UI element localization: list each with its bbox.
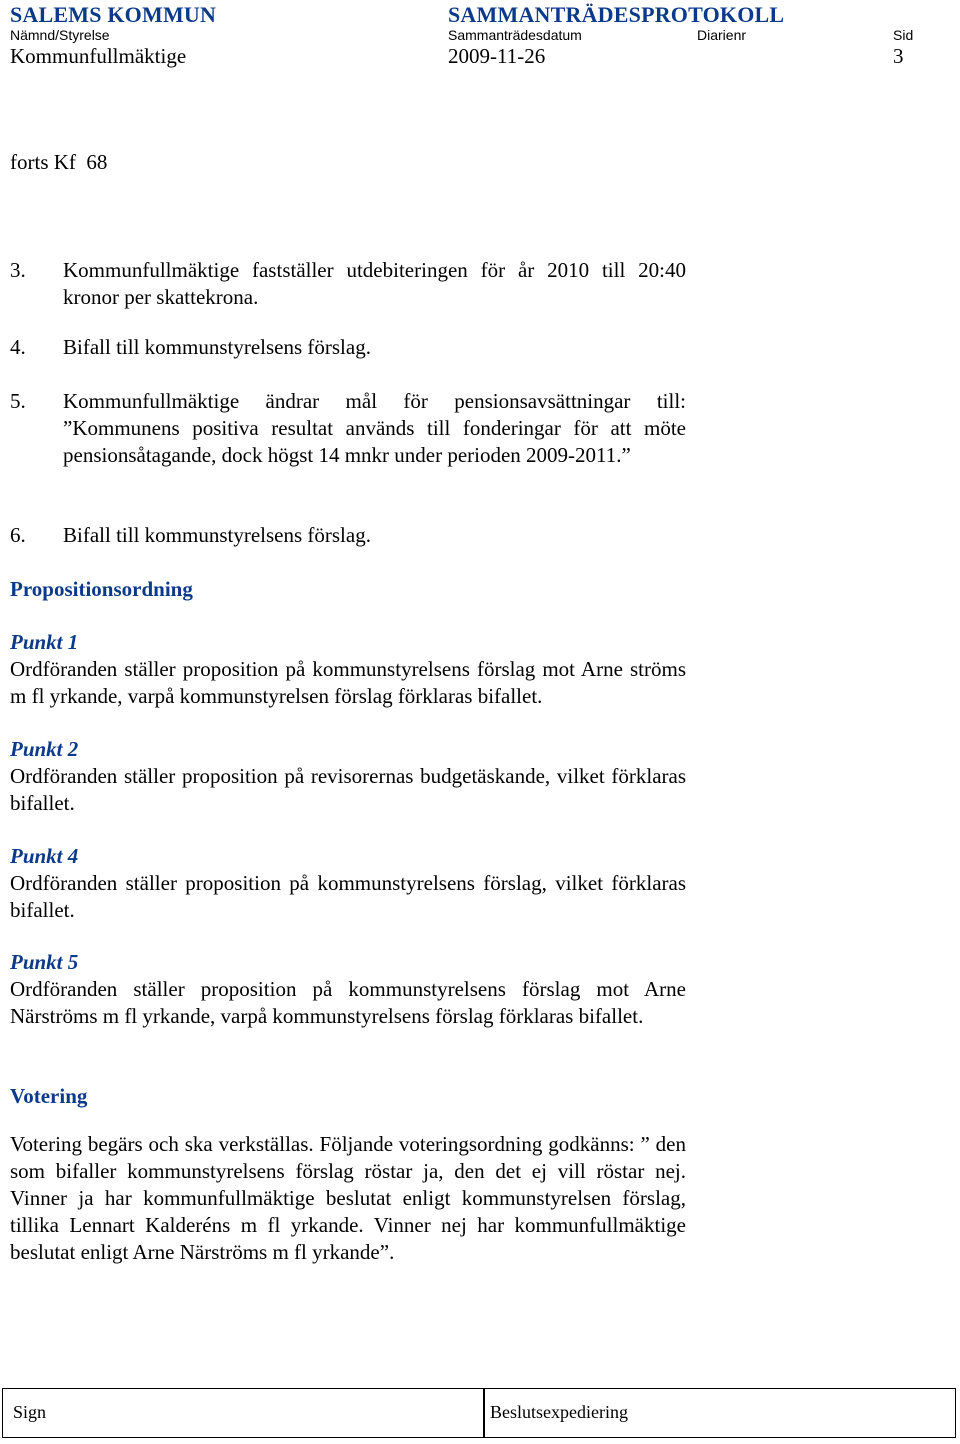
signature-box [2,1388,956,1438]
votering-heading: Votering [10,1084,88,1108]
page-label: Sid [893,27,914,43]
decision-number: 4. [10,335,26,359]
decision-text: Bifall till kommunstyrelsens förslag. [63,523,371,547]
date-value: 2009-11-26 [448,44,546,68]
point-text: Ordföranden ställer proposition på revisorernas budgetäskande, vilket förklaras bifallet. [10,764,686,815]
votering-text: Votering begärs och ska verkställas. Följande voteringsordning godkänns: ” den som bifaller kommunstyrelsens förslag röstar ja, den det ej vill röstar nej. Vinner ja har kommunfullmäktige beslutat enligt kommunstyrelsen förslag, tillika Lennart Kalderéns m fl yrkande. Vinner nej har kommunfullmäktige beslutat enligt Arne Närströms m fl yrkande”. [10,1132,686,1264]
point-text: Ordföranden ställer proposition på kommunstyrelsens förslag mot Arne Närströms m fl yrkande, varpå kommunstyrelsens förslag förklaras bifallet. [10,977,686,1028]
date-label: Sammanträdesdatum [448,27,582,43]
decision-number: 5. [10,389,26,413]
reg-label: Diarienr [697,27,747,43]
decision-number: 6. [10,523,26,547]
decision-number: 3. [10,258,26,282]
decision-text: Kommunfullmäktige ändrar mål för pensionsavsättningar till: ”Kommunens positiva resultat används till fonderingar för att möte pensionsåtagande, dock högst 14 mnkr under perioden 2009-2011.” [63,389,686,467]
point-label: Punkt 4 [10,844,79,868]
body-value: Kommunfullmäktige [10,44,187,68]
point-label: Punkt 5 [10,950,79,974]
footer-divider [483,1389,485,1437]
sign-label: Sign [13,1402,47,1422]
proposition-heading: Propositionsordning [10,577,193,601]
page-number: 3 [893,44,904,68]
document-type: SAMMANTRÄDESPROTOKOLL [448,2,785,27]
organization-name: SALEMS KOMMUN [10,2,217,27]
continuation-line: forts Kf 68 [10,150,108,174]
point-label: Punkt 2 [10,737,79,761]
point-text: Ordföranden ställer proposition på kommunstyrelsens förslag mot Arne ströms m fl yrkande, varpå kommunstyrelsen förslag förklaras bifallet. [10,657,686,708]
point-label: Punkt 1 [10,630,79,654]
decision-text: Bifall till kommunstyrelsens förslag. [63,335,371,359]
body-label: Nämnd/Styrelse [10,27,110,43]
expediering-label: Beslutsexpediering [490,1402,628,1422]
decision-text: Kommunfullmäktige fastställer utdebiteringen för år 2010 till 20:40 kronor per skattekrona. [63,258,686,309]
point-text: Ordföranden ställer proposition på kommunstyrelsens förslag, vilket förklaras bifallet. [10,871,686,922]
